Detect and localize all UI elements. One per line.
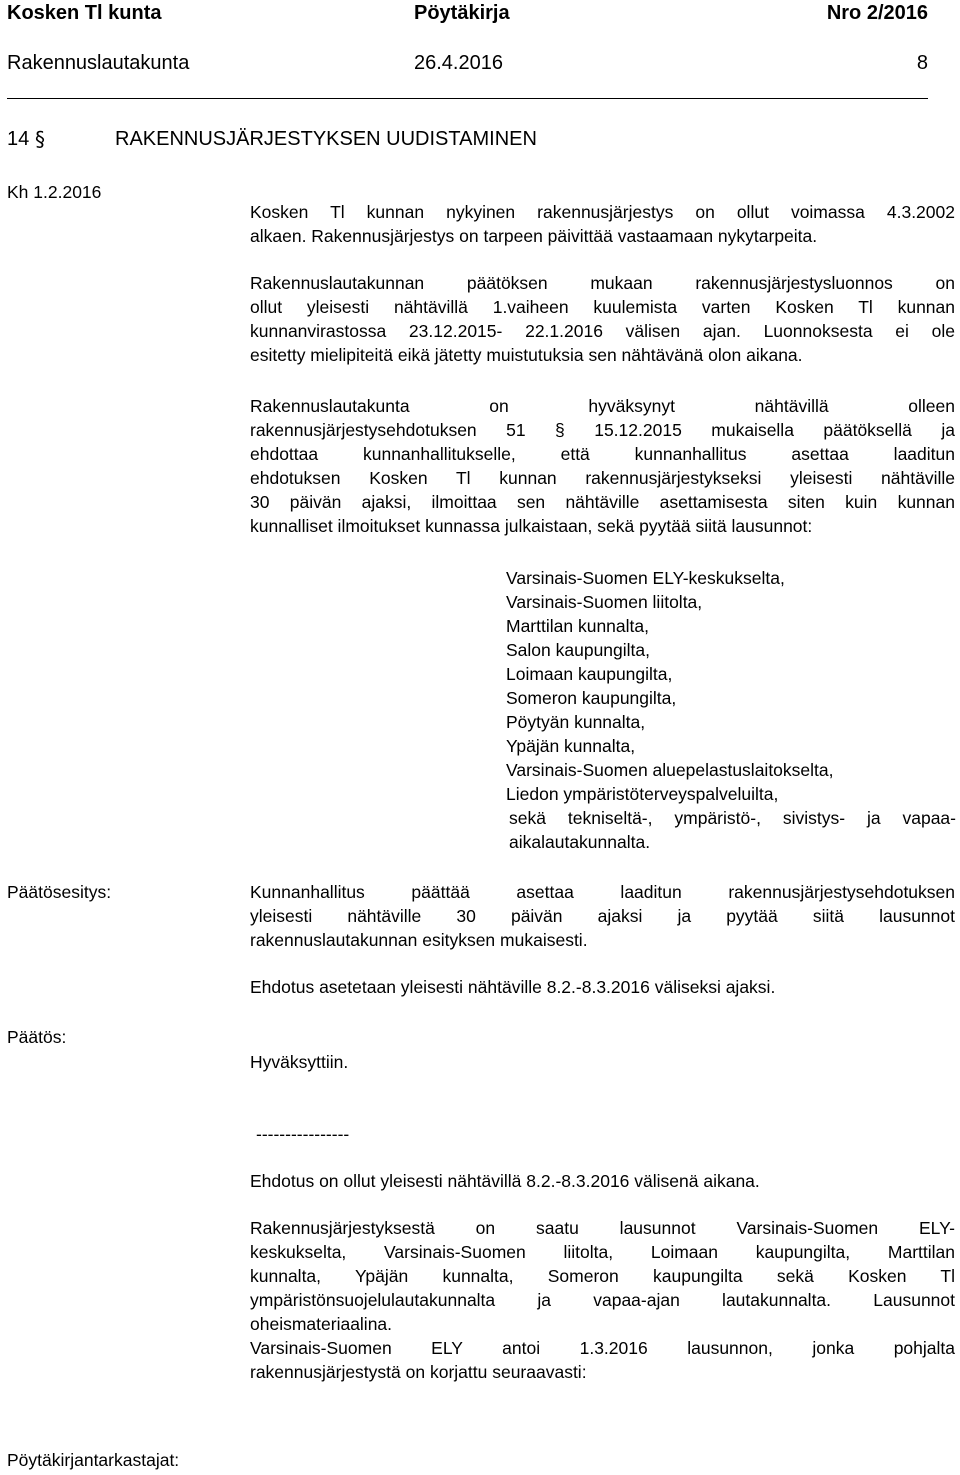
list-item: sekä tekniseltä-, ympäristö-, sivistys- ja vapaa- [509, 808, 956, 828]
label-decision-proposal: Päätösesitys: [7, 882, 112, 902]
paragraph-draft-display [250, 271, 955, 367]
municipality-name: Kosken Tl kunta [7, 2, 162, 24]
list-item: Varsinais-Suomen liitolta, [506, 592, 703, 612]
page-number: 8 [916, 52, 928, 74]
header-row-1 [7, 0, 928, 26]
paragraph-line: kunnanvirastossa 23.12.2015- 22.1.2016 välisen ajan. Luonnoksesta ei ole [250, 321, 955, 341]
list-item: Varsinais-Suomen aluepelastuslaitokselta, [506, 760, 834, 780]
list-item: Pöytyän kunnalta, [506, 712, 646, 732]
document-type: Pöytäkirja [414, 2, 510, 24]
paragraph-line: rakennuslautakunnan esityksen mukaisesti. [250, 930, 588, 950]
paragraph-line: Varsinais-Suomen ELY antoi 1.3.2016 lausunnon, jonka pohjalta [250, 1338, 955, 1358]
paragraph-line: Rakennuslautakunnan päätöksen mukaan rakennusjärjestysluonnos on [250, 273, 955, 293]
paragraph-line: alkaen. Rakennusjärjestys on tarpeen päivittää vastaamaan nykytarpeita. [250, 226, 818, 246]
list-item: Liedon ympäristöterveyspalveluilta, [506, 784, 779, 804]
section-sign: § [35, 127, 45, 151]
list-item: Ypäjän kunnalta, [506, 736, 636, 756]
paragraph-line: Rakennuslautakunta on hyväksynyt nähtävillä olleen [250, 396, 955, 416]
header-divider [7, 98, 928, 99]
paragraph-line: Kosken Tl kunnan nykyinen rakennusjärjestys on ollut voimassa 4.3.2002 [250, 202, 955, 222]
paragraph-ely-statement [250, 1336, 955, 1384]
document-number: Nro 2/2016 [826, 2, 928, 24]
paragraph-line: ehdotuksen Kosken Tl kunnan rakennusjärjestykseksi yleisesti nähtäville [250, 468, 955, 488]
paragraph-line: ehdottaa kunnanhallitukselle, että kunnanhallitus asettaa laaditun [250, 444, 955, 464]
paragraph-line: keskukselta, Varsinais-Suomen liitolta, Loimaan kaupungilta, Marttilan [250, 1242, 955, 1262]
paragraph-board-approval [250, 394, 955, 538]
paragraph-statements [250, 1216, 955, 1336]
decision-text: Hyväksyttiin. [250, 1052, 349, 1072]
paragraph-line: esitetty mielipiteitä eikä jätetty muistutuksia sen nähtävänä olon aikana. [250, 345, 803, 365]
paragraph-line: oheismateriaalina. [250, 1314, 393, 1334]
paragraph-line: ollut yleisesti nähtävillä 1.vaiheen kuulemista varten Kosken Tl kunnan [250, 297, 955, 317]
paragraph-line: rakennusjärjestysehdotuksen 51 § 15.12.2015 mukaisella päätöksellä ja [250, 420, 955, 440]
list-item: Loimaan kaupungilta, [506, 664, 673, 684]
paragraph-decision-proposal [250, 880, 955, 952]
paragraph-line: yleisesti nähtäville 30 päivän ajaksi ja pyytää siitä lausunnot [250, 906, 955, 926]
header-row-2 [7, 50, 928, 76]
paragraph-line: Rakennusjärjestyksestä on saatu lausunnot Varsinais-Suomen ELY- [250, 1218, 955, 1238]
paragraph-display-done: Ehdotus on ollut yleisesti nähtävillä 8.2.-8.3.2016 välisenä aikana. [250, 1171, 760, 1191]
paragraph-current-regulation [250, 200, 955, 248]
list-item: aikalautakunnalta. [509, 832, 651, 852]
paragraph-line: kunnalliset ilmoitukset kunnassa julkaistaan, sekä pyytää siitä lausunnot: [250, 516, 813, 536]
recipient-list [506, 566, 956, 854]
meeting-date: 26.4.2016 [414, 52, 503, 74]
label-minutes-reviewers: Pöytäkirjantarkastajat: [7, 1450, 180, 1470]
paragraph-display-period: Ehdotus asetetaan yleisesti nähtäville 8.2.-8.3.2016 väliseksi ajaksi. [250, 977, 776, 997]
list-item: Someron kaupungilta, [506, 688, 677, 708]
list-item: Salon kaupungilta, [506, 640, 650, 660]
section-number: 14 [7, 128, 30, 150]
committee-name: Rakennuslautakunta [7, 52, 190, 74]
list-item: Varsinais-Suomen ELY-keskukselta, [506, 568, 785, 588]
paragraph-line: kunnalta, Ypäjän kunnalta, Someron kaupungilta sekä Kosken Tl [250, 1266, 955, 1286]
list-item: Marttilan kunnalta, [506, 616, 649, 636]
paragraph-line: rakennusjärjestystä on korjattu seuraavasti: [250, 1362, 587, 1382]
section-title: RAKENNUSJÄRJESTYKSEN UUDISTAMINEN [115, 128, 537, 150]
kh-date: Kh 1.2.2016 [7, 182, 102, 202]
label-decision: Päätös: [7, 1027, 67, 1047]
paragraph-line: ympäristönsuojelulautakunnalta ja vapaa-ajan lautakunnalta. Lausunnot [250, 1290, 955, 1310]
paragraph-line: Kunnanhallitus päättää asettaa laaditun rakennusjärjestysehdotuksen [250, 882, 955, 902]
paragraph-line: 30 päivän ajaksi, ilmoittaa sen nähtäville asettamisesta siten kuin kunnan [250, 492, 955, 512]
separator-dashes: ---------------- [256, 1124, 350, 1144]
